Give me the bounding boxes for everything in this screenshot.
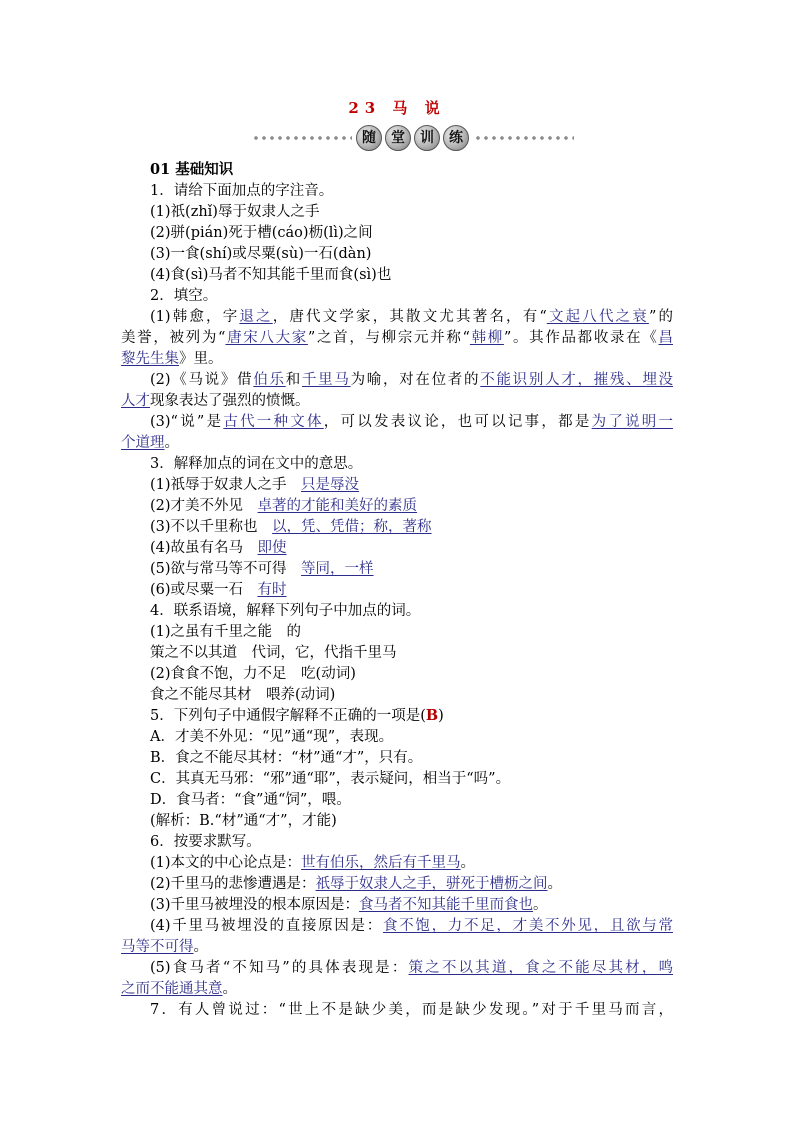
answer-blank: 人才 — [121, 393, 150, 409]
q2-p1-line1: (1)韩愈，字退之，唐代文学家，其散文尤其著名，有“文起八代之衰”的 — [150, 309, 674, 325]
q1-item-1: (1)祇(zhǐ)辱于奴隶人之手 — [150, 204, 320, 220]
q3-item-6: (6)或尽粟一石 有时 — [150, 582, 287, 598]
page-title: 23 马 说 — [348, 99, 446, 117]
q5-option-d: D．食马者：“食”通“饲”，喂。 — [150, 792, 351, 808]
q4-line-3: (2)食食不饱，力不足 吃(动词) — [150, 666, 356, 682]
q6-item-4-line1: (4)千里马被埋没的直接原因是：食不饱，力不足，才美不外见，且欲与常 — [150, 918, 673, 934]
q3-item-3: (3)不以千里称也 以，凭、凭借；称，著称 — [150, 519, 432, 535]
answer-blank: 千里马 — [301, 372, 351, 388]
answer-blank: 等同，一样 — [301, 561, 374, 577]
banner-chip-1: 随 — [356, 125, 382, 151]
answer-blank: 古代一种文体 — [223, 414, 324, 430]
answer-blank: 之而不能通其意 — [121, 981, 223, 997]
banner-dots-right — [474, 136, 574, 140]
q2-p3-line2: 个道理。 — [121, 435, 179, 451]
answer-blank: 世有伯乐，然后有千里马 — [301, 855, 461, 871]
answer-blank: 祇辱于奴隶人之手，骈死于槽枥之间 — [315, 876, 548, 892]
q2-p2-line2: 人才现象表达了强烈的愤慨。 — [121, 393, 310, 409]
q5-option-a: A．才美不外见：“见”通“现”，表现。 — [150, 729, 394, 745]
answer-blank: 昌 — [658, 330, 673, 346]
answer-blank: 即使 — [257, 540, 287, 556]
q6-item-1: (1)本文的中心论点是：世有伯乐，然后有千里马。 — [150, 855, 476, 871]
q5-option-c: C．其真无马邪：“邪”通“耶”，表示疑问，相当于“吗”。 — [150, 771, 511, 787]
answer-blank: 以，凭、凭借；称，著称 — [272, 519, 432, 535]
section-heading: 01 基础知识 — [150, 161, 234, 178]
answer-blank: 个道理 — [121, 435, 165, 451]
q2-stem: 2．填空。 — [150, 288, 218, 304]
q2-p1-line3: 黎先生集》里。 — [121, 351, 223, 367]
q5-option-b: B．食之不能尽其材：“材”通“才”，只有。 — [150, 750, 423, 766]
q5-answer: B — [425, 707, 439, 724]
q6-stem: 6．按要求默写。 — [150, 834, 261, 850]
q5-analysis: (解析：B.“材”通“才”，才能) — [150, 813, 337, 829]
answer-blank: 退之 — [239, 309, 273, 325]
q2-p1-line2: 美誉，被列为“唐宋八大家”之首，与柳宗元并称“韩柳”。其作品都收录在《昌 — [121, 330, 673, 346]
answer-blank: 只是辱没 — [301, 477, 360, 493]
q6-item-5-line1: (5)食马者“不知马”的具体表现是：策之不以其道，食之不能尽其材，鸣 — [150, 960, 673, 976]
answer-blank: 韩柳 — [469, 330, 504, 346]
q4-line-4: 食之不能尽其材 喂养(动词) — [150, 687, 336, 703]
q2-p3-line1: (3)“说”是古代一种文体，可以发表议论，也可以记事，都是为了说明一 — [150, 414, 674, 430]
answer-blank: 有时 — [257, 582, 287, 598]
q3-item-5: (5)欲与常马等不可得 等同，一样 — [150, 561, 374, 577]
q3-item-4: (4)故虽有名马 即使 — [150, 540, 287, 556]
q3-item-2: (2)才美不外见 卓著的才能和美好的素质 — [150, 498, 418, 514]
q4-line-2: 策之不以其道 代词，它，代指千里马 — [150, 645, 397, 661]
answer-blank: 食马者不知其能千里而食也 — [359, 897, 534, 913]
q4-line-1: (1)之虽有千里之能 的 — [150, 624, 302, 640]
answer-blank: 策之不以其道，食之不能尽其材，鸣 — [408, 960, 673, 976]
answer-blank: 黎先生集 — [121, 351, 179, 367]
q6-item-4-line2: 马等不可得。 — [121, 939, 208, 955]
answer-blank: 为了说明一 — [591, 414, 674, 430]
q1-item-3: (3)一食(shí)或尽粟(sù)一石(dàn) — [150, 246, 372, 262]
q6-item-3: (3)千里马被埋没的根本原因是：食马者不知其能千里而食也。 — [150, 897, 548, 913]
answer-blank: 文起八代之衰 — [546, 309, 649, 325]
q5-stem: 5．下列句子中通假字解释不正确的一项是(B) — [150, 707, 444, 724]
q1-stem: 1．请给下面加点的字注音。 — [150, 183, 334, 199]
q1-item-4: (4)食(sì)马者不知其能千里而食(sì)也 — [150, 267, 392, 283]
banner-chip-4: 练 — [443, 125, 469, 151]
answer-blank: 不能识别人才，摧残、埋没 — [480, 372, 674, 388]
q4-stem: 4．联系语境，解释下列句子中加点的词。 — [150, 603, 421, 619]
answer-blank: 卓著的才能和美好的素质 — [257, 498, 418, 514]
q3-item-1: (1)祇辱于奴隶人之手 只是辱没 — [150, 477, 360, 493]
banner-chip-2: 堂 — [385, 125, 411, 151]
q6-item-2: (2)千里马的悲惨遭遇是：祇辱于奴隶人之手，骈死于槽枥之间。 — [150, 876, 563, 892]
q6-item-5-line2: 之而不能通其意。 — [121, 981, 237, 997]
q2-p2-line1: (2)《马说》借伯乐和千里马为喻，对在位者的不能识别人才，摧残、埋没 — [150, 372, 674, 388]
section-banner — [252, 124, 574, 152]
answer-blank: 食不饱，力不足，才美不外见，且欲与常 — [382, 918, 673, 934]
q3-stem: 3．解释加点的词在文中的意思。 — [150, 456, 363, 472]
q1-item-2: (2)骈(pián)死于槽(cáo)枥(lì)之间 — [150, 225, 373, 241]
q7-stem: 7．有人曾说过：“世上不是缺少美，而是缺少发现。”对于千里马而言， — [150, 1002, 673, 1018]
answer-blank: 伯乐 — [253, 372, 286, 388]
answer-blank: 唐宋八大家 — [225, 330, 308, 346]
banner-dots-left — [252, 136, 352, 140]
answer-blank: 马等不可得 — [121, 939, 194, 955]
banner-chip-3: 训 — [414, 125, 440, 151]
